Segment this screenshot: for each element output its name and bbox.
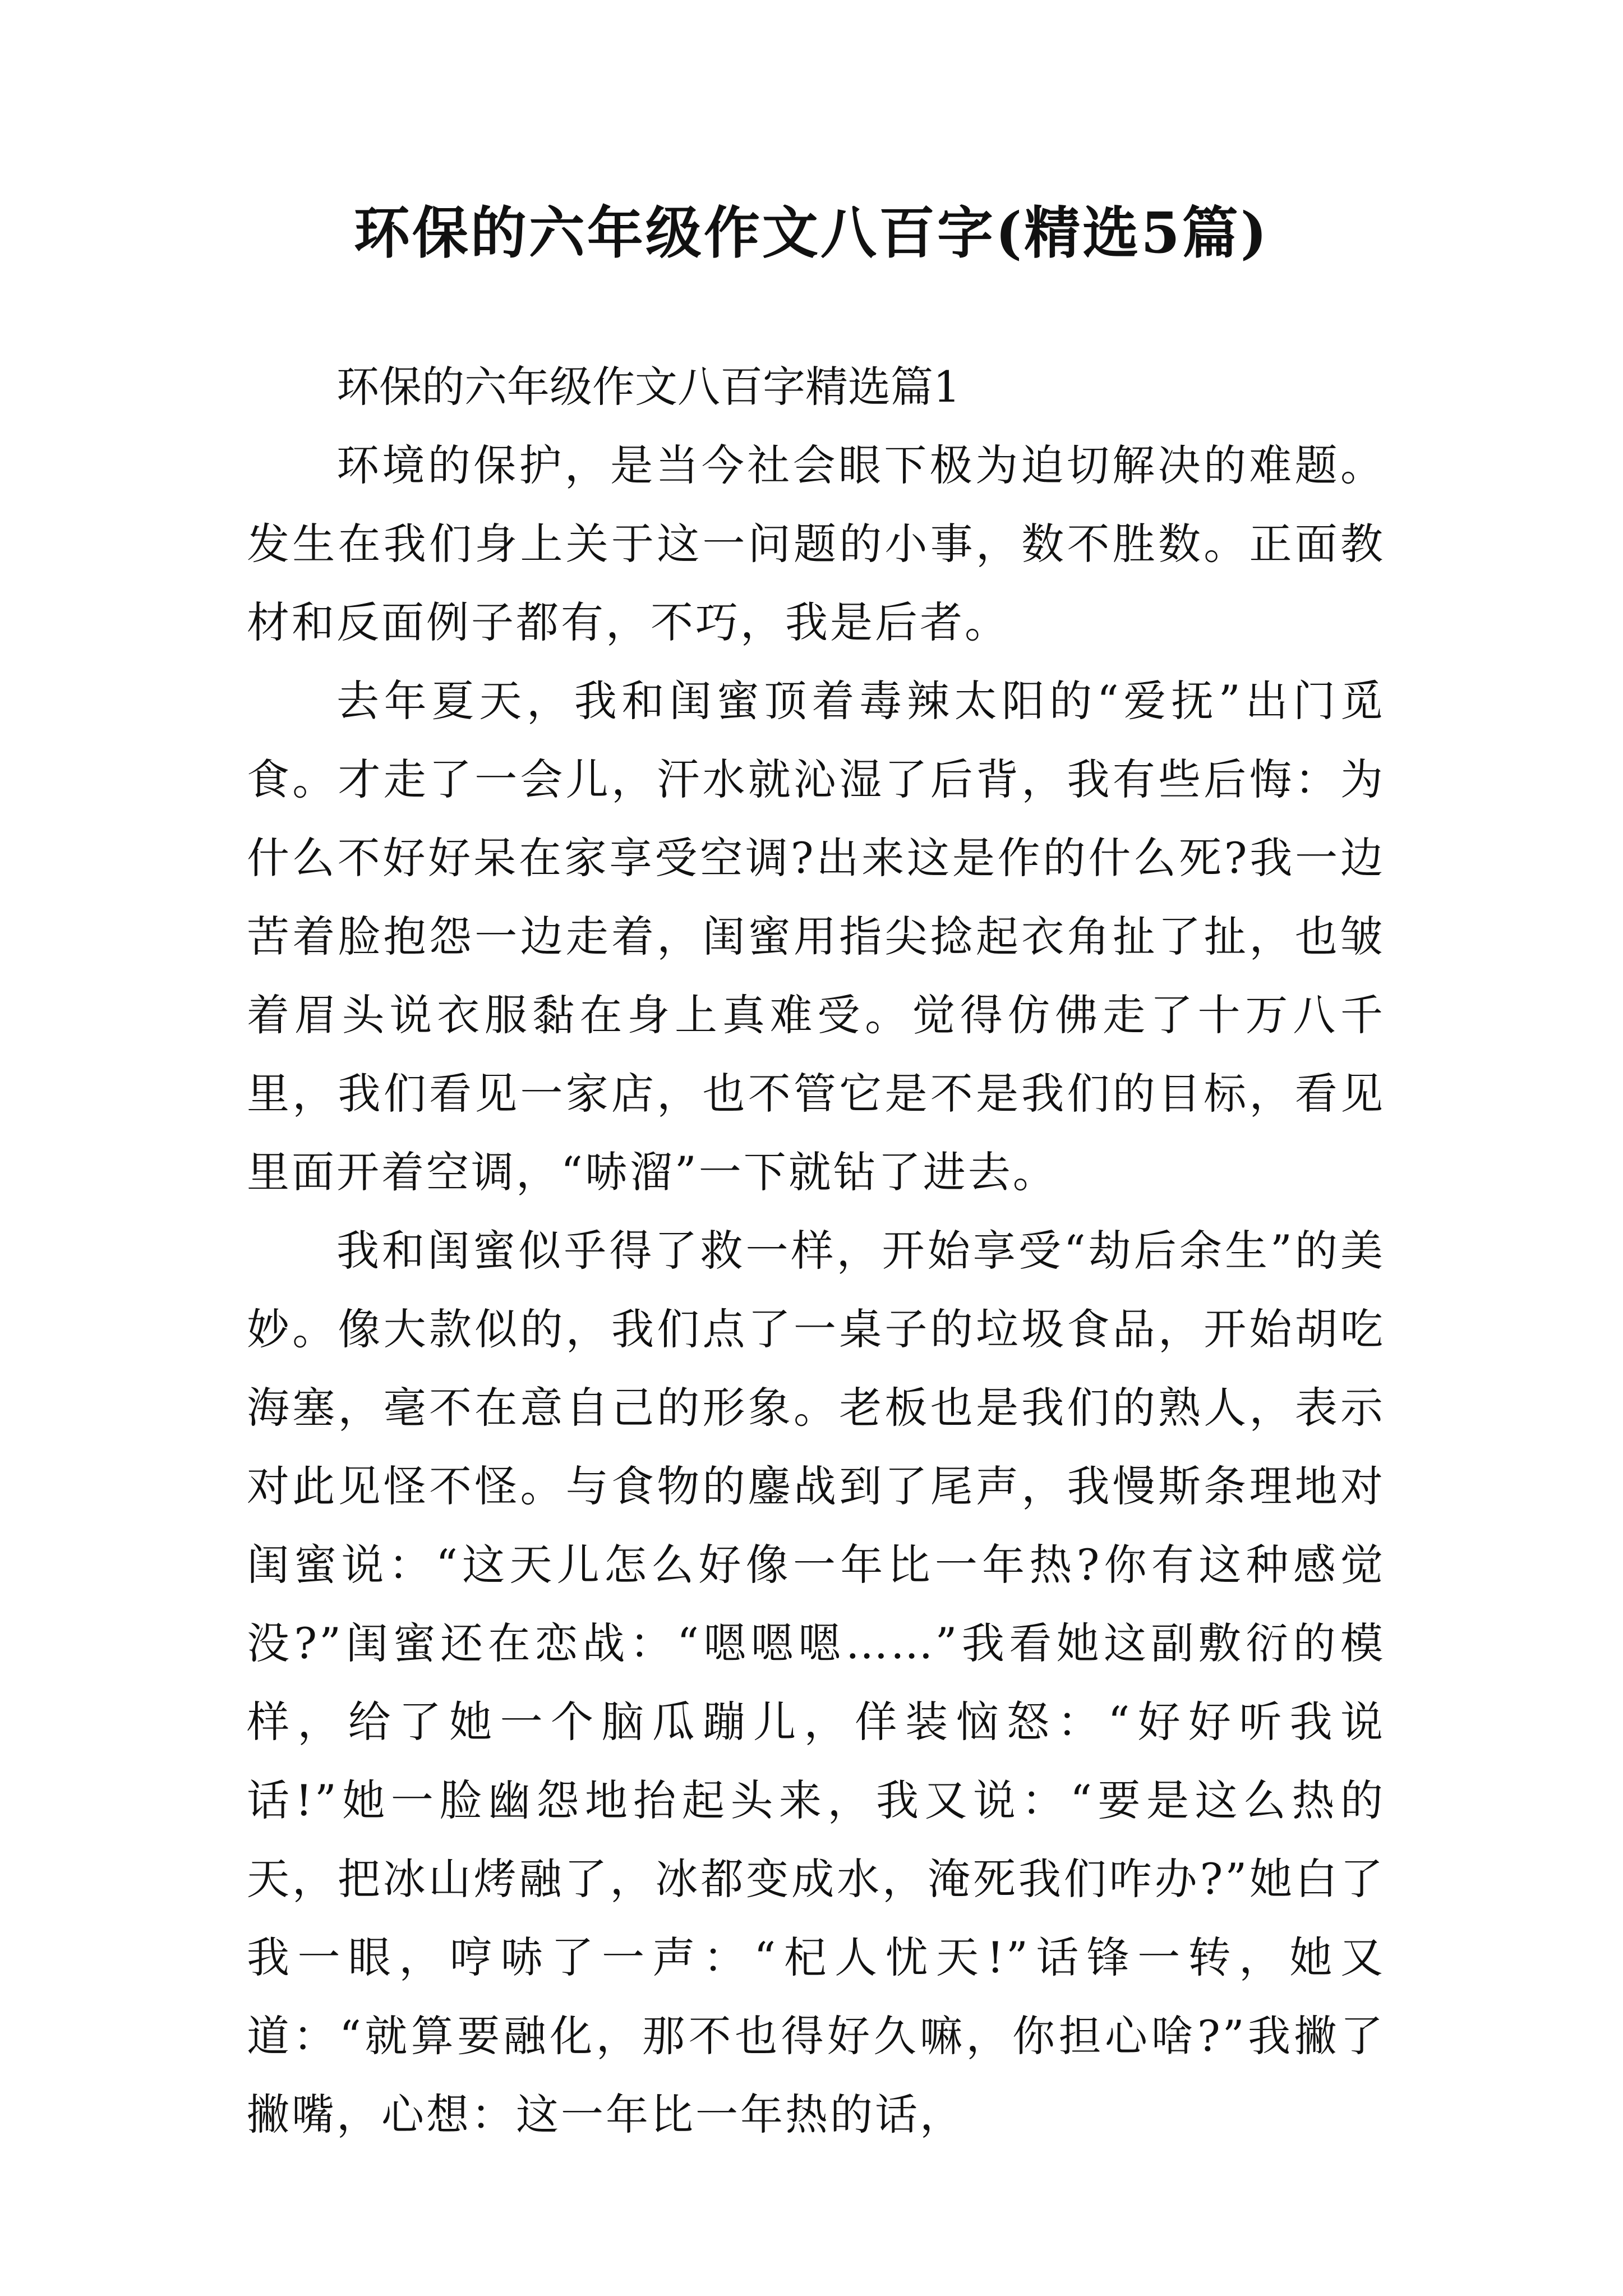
document-title: 环保的六年级作文八百字(精选5篇)	[353, 200, 1270, 266]
document-body	[247, 348, 1385, 2154]
section-heading: 环保的六年级作文八百字精选篇1	[336, 362, 961, 412]
paragraph: 环境的保护，是当今社会眼下极为迫切解决的难题。发生在我们身上关于这一问题的小事，数不胜数。正面教材和反面例子都有，不巧，我是后者。	[247, 440, 1385, 647]
paragraph: 去年夏天，我和闺蜜顶着毒辣太阳的“爱抚”出门觅食。才走了一会儿，汗水就沁湿了后背，我有些后悔：为什么不好好呆在家享受空调?出来这是作的什么死?我一边苦着脸抱怨一边走着，闺蜜用指尖捻起衣角扯了扯，也皱着眉头说衣服黏在身上真难受。觉得仿佛走了十万八千里，我们看见一家店，也不管它是不是我们的目标，看见里面开着空调，“哧溜”一下就钻了进去。	[247, 676, 1385, 1197]
paragraph: 我和闺蜜似乎得了救一样，开始享受“劫后余生”的美妙。像大款似的，我们点了一桌子的垃圾食品，开始胡吃海塞，毫不在意自己的形象。老板也是我们的熟人，表示对此见怪不怪。与食物的鏖战到了尾声，我慢斯条理地对闺蜜说：“这天儿怎么好像一年比一年热?你有这种感觉没?”闺蜜还在恋战：“嗯嗯嗯……”我看她这副敷衍的模样，给了她一个脑瓜蹦儿，佯装恼怒：“好好听我说话!”她一脸幽怨地抬起头来，我又说：“要是这么热的天，把冰山烤融了，冰都变成水，淹死我们咋办?”她白了我一眼，哼哧了一声：“杞人忧天!”话锋一转，她又道：“就算要融化，那不也得好久嘛，你担心啥?”我撇了撇嘴，心想：这一年比一年热的话，	[247, 1226, 1385, 2139]
